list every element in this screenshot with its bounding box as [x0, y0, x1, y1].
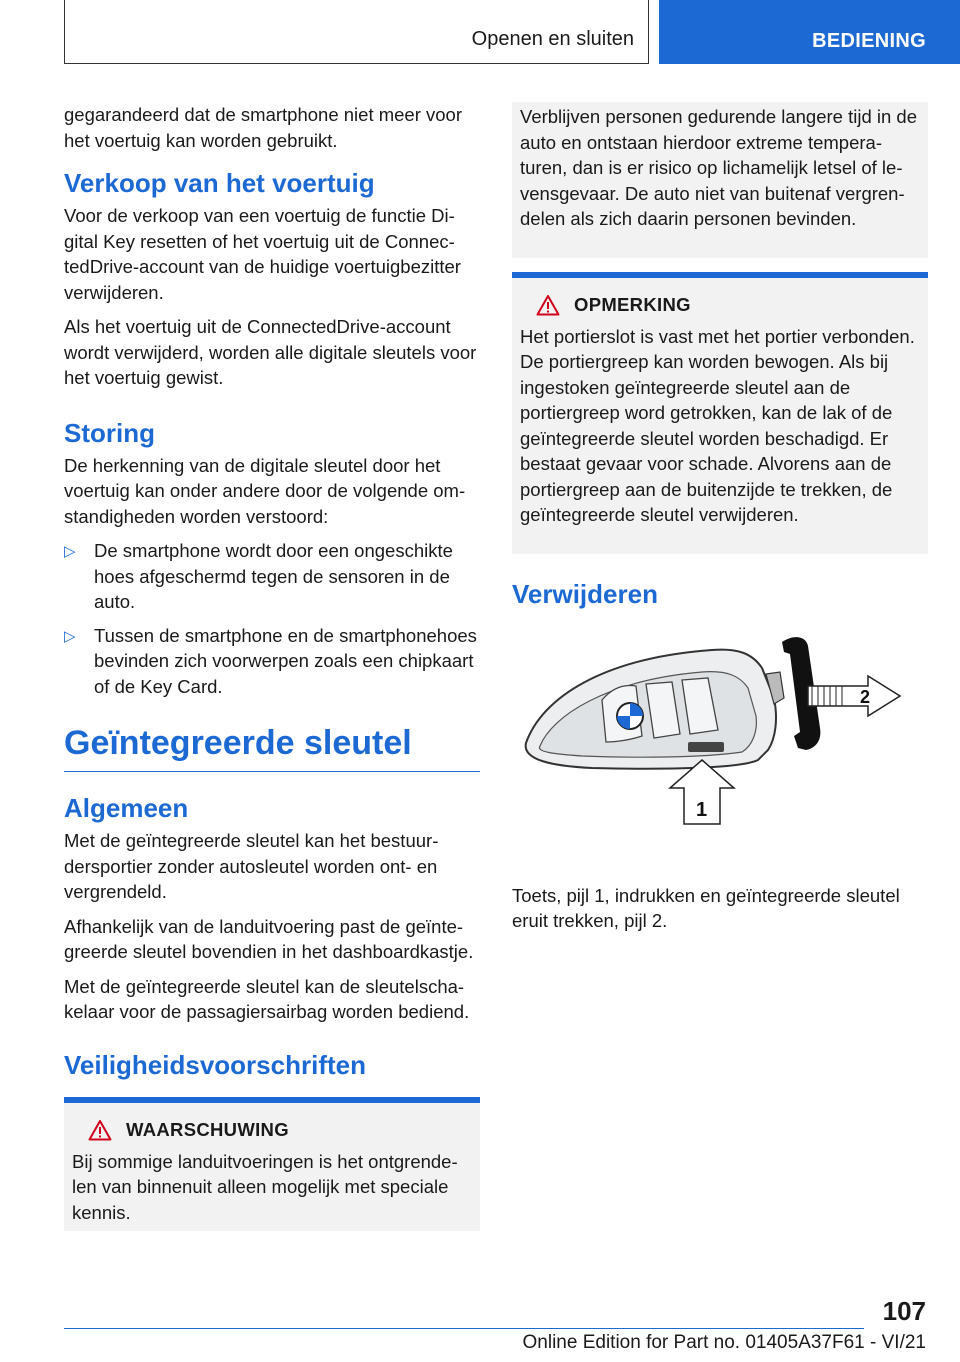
edition-note: Online Edition for Part no. 01405A37F61 - VI/21 [522, 1332, 926, 1353]
warning-box [64, 1097, 480, 1232]
right-column [512, 102, 928, 943]
note-box [512, 272, 928, 554]
footer-rule [64, 1328, 864, 1329]
intro-paragraph: gegarandeerd dat de smartphone niet meer voor het voertuig kan worden gebruikt. [64, 104, 463, 151]
chapter-tab[interactable] [659, 0, 960, 64]
triangle-bullet-icon: ▷ [64, 627, 76, 645]
paragraph: Met de geïntegreerde sleutel kan de sleutelschakelaar voor de passagiersairbag worden bediend. [64, 975, 470, 1022]
heading-verkoop: Verkoop van het voertuig [64, 168, 375, 198]
note-text: Het portierslot is vast met het portier verbonden. De portiergreep kan worden bewogen. Als bij ingestoken geïntegreerde sleutel aan de portiergreep word getrokken, kan de lak of de geïntegreerde sleutel worden beschadigd. Er bestaat gevaar voor schade. Alvorens aan de portiergreep aan de buitenzijde te trekken, de geïntegreerde sleutel verwijderen. [520, 325, 915, 525]
svg-text:1: 1 [696, 798, 708, 821]
heading-algemeen: Algemeen [64, 793, 189, 823]
paragraph: Afhankelijk van de landuitvoering past de geïntegreerde sleutel bovendien in het dashboardkastje. [64, 915, 474, 962]
heading-storing: Storing [64, 417, 155, 448]
warning-triangle-icon [536, 294, 560, 316]
svg-text:2: 2 [860, 686, 871, 707]
paragraph: Als het voertuig uit de ConnectedDrive-account wordt verwijderd, worden alle digitale sleutels voor het voertuig gewist. [64, 316, 477, 388]
warning-text: Verblijven personen gedurende langere tijd in de auto en ontstaan hierdoor extreme temperaturen, dan is er risico op lichamelijk letsel of levensgevaar. De auto niet van buitenaf vergrendelen als zich daarin personen bevinden. [520, 106, 918, 229]
heading-sleutel: Geïntegreerde sleutel [64, 721, 480, 772]
arrow-2 [808, 676, 900, 716]
key-removal-illustration [512, 628, 928, 838]
paragraph: Met de geïntegreerde sleutel kan het bestuurdersportier zonder autosleutel worden ont- en vergrendeld. [64, 830, 439, 902]
section-title: Openen en sluiten [471, 28, 634, 50]
paragraph: De herkenning van de digitale sleutel door het voertuig kan onder andere door de volgende omstandigheden worden verstoord: [64, 454, 466, 527]
warning-triangle-icon [88, 1119, 112, 1141]
paragraph: Voor de verkoop van een voertuig de functie Digital Key resetten of het voertuig uit de ConnectedDrive-account van de huidige voertuigbezitter verwijderen. [64, 205, 461, 303]
warning-continuation-box [512, 102, 928, 258]
chapter-label: BEDIENING [812, 30, 926, 52]
heading-veiligheid: Veiligheidsvoorschriften [64, 1049, 366, 1080]
list-item: ▷ Tussen de smartphone en de smartphonehoes bevinden zich voorwerpen zoals een chipkaart of de Key Card. [64, 624, 477, 697]
warning-title: WAARSCHUWING [126, 1118, 289, 1140]
note-title: OPMERKING [574, 293, 691, 315]
paragraph: Toets, pijl 1, indrukken en geïntegreerde sleutel eruit trekken, pijl 2. [512, 884, 900, 931]
heading-verwijderen: Verwijderen [512, 578, 658, 609]
page-number: 107 [882, 1296, 926, 1326]
left-column [64, 102, 480, 1231]
arrow-1 [670, 760, 734, 824]
list-item: ▷ De smartphone wordt door een ongeschikte hoes afgeschermd tegen de sensoren in de auto. [64, 540, 453, 612]
bullet-list [64, 538, 480, 699]
triangle-bullet-icon: ▷ [64, 543, 76, 560]
warning-text: Bij sommige landuitvoeringen is het ontgrendelen van binnenuit alleen mogelijk met speciale kennis. [72, 1150, 458, 1223]
